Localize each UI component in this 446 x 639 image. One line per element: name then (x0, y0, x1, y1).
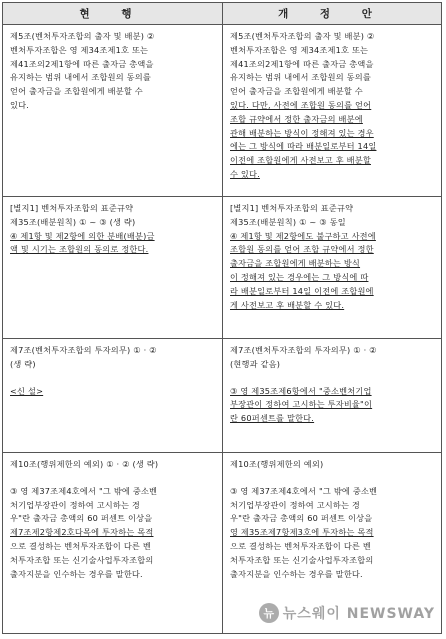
text-line: 제35조(배분원칙) ① ~ ③ (생 략) (10, 216, 136, 227)
text-line: 처투자조합 또는 신기술사업투자조합의 (10, 554, 154, 565)
text-line: 수 있다. (230, 168, 260, 179)
current-text-article10 (3, 453, 223, 634)
text-line: 우"란 출자금 총액의 60 퍼센트 이상을 (10, 513, 153, 524)
text-line (230, 472, 435, 485)
text-line: 제10조(행위제한의 예외) ① · ② (생 략) (10, 459, 159, 469)
text-line: 유지하는 범위 내에서 조합원의 동의를 (230, 72, 371, 83)
amended-text-article5 (223, 25, 441, 196)
text-line: 벤처투자조합은 영 제34조제1호 또는 (230, 44, 369, 55)
text-line: 제7조제2항제2호다목에 투자하는 목적 (10, 527, 154, 538)
text-line: [별지1] 벤처투자조합의 표준규약 (230, 203, 354, 213)
text-line: 유지하는 범위 내에서 조합원의 동의를 (10, 72, 151, 83)
text-line (10, 472, 216, 485)
text-line: 액 및 시기는 조합원의 동의로 정한다. (10, 244, 149, 255)
text-line: 으로 결성하는 벤처투자조합이 다른 벤 (230, 540, 371, 551)
text-line: 에는 그 방식에 따라 배분일로부터 14일 (230, 141, 377, 152)
table-row-article7 (3, 339, 441, 453)
current-text-article5 (3, 25, 223, 196)
text-line: 라 배분일로부터 14일 이전에 조합원에 (230, 285, 374, 296)
text-line (10, 372, 216, 385)
table-row-article5 (3, 25, 441, 197)
text-line: (현행과 같음) (230, 358, 281, 369)
text-line: 벤처투자조합은 영 제34조제1호 또는 (10, 44, 149, 55)
text-line: 조합원 동의를 얻어 조합 규약에서 정한 (230, 244, 374, 255)
comparison-table (2, 2, 442, 634)
text-line: 게 사전보고 후 배분할 수 있다. (230, 299, 345, 310)
text-line: 있다. 다만, 사전에 조합원 동의를 얻어 (230, 99, 372, 110)
text-line: 있다. (10, 99, 30, 110)
text-line: 영 제35조제7항제3호에 투자하는 목적 (230, 527, 374, 538)
text-line: 출자지분을 인수하는 경우를 말한다. (230, 568, 363, 579)
text-line: 얻어 출자금을 조합원에게 배분할 수 (230, 86, 363, 97)
text-line: 제41조의2제1항에 따른 출자금 총액을 (230, 58, 374, 69)
text-line: <신 설> (10, 385, 44, 396)
amended-text-article7 (223, 339, 441, 452)
text-line: 처기업부장관이 정하여 고시하는 경 (230, 499, 361, 510)
amended-text-annex35 (223, 197, 441, 338)
text-line: ③ 영 제37조제4호에서 "그 밖에 중소벤 (230, 485, 378, 496)
text-line: 얻어 출자금을 조합원에게 배분할 수 (10, 86, 143, 97)
current-text-article7 (3, 339, 223, 452)
text-line: ④ 제1항 및 제2항에 의한 분배(배분)금 (10, 230, 155, 241)
table-row-annex35 (3, 197, 441, 339)
text-line: (생 략) (10, 358, 36, 369)
watermark-text: 뉴스웨이 NEWSWAY (282, 606, 435, 622)
text-line: 이전에 조합원에게 사전보고 후 배분할 (230, 155, 371, 166)
header-current: 현 행 (3, 3, 223, 25)
text-line: 출자지분을 인수하는 경우를 말한다. (10, 568, 143, 579)
text-line: 으로 결성하는 벤처투자조합이 다른 벤 (10, 540, 151, 551)
text-line: ③ 영 제35조제6항에서 "중소벤처기업 (230, 385, 372, 396)
text-line: 제10조(행위제한의 예외) (230, 459, 324, 469)
current-text-annex35 (3, 197, 223, 338)
text-line: 란 60퍼센트를 말한다. (230, 413, 315, 424)
newsway-logo-icon: 뉴 (259, 603, 279, 623)
text-line: 제7조(벤처투자조합의 투자의무) ① · ② (10, 345, 157, 355)
text-line: 제7조(벤처투자조합의 투자의무) ① · ② (230, 345, 377, 355)
text-line: [별지1] 벤처투자조합의 표준규약 (10, 203, 134, 213)
text-line: ④ 제1항 및 제2항에도 불구하고 사전에 (230, 230, 376, 241)
text-line (230, 372, 435, 385)
text-line: 이 정해져 있는 경우에는 그 방식에 따 (230, 271, 369, 282)
text-line: 제5조(벤처투자조합의 출자 및 배분) ② (10, 31, 155, 41)
text-line: 출자금을 조합원에게 배분하는 방식 (230, 258, 361, 269)
newsway-watermark (259, 603, 435, 623)
text-line: 조합 규약에서 정한 출자금의 배분에 (230, 113, 363, 124)
text-line: 우"란 출자금 총액의 60 퍼센트 이상을 (230, 513, 373, 524)
header-amendment: 개 정 안 (223, 3, 441, 25)
text-line: 제41조의2제1항에 따른 출자금 총액을 (10, 58, 154, 69)
text-line: 부장관이 정하여 고시하는 투자비율"이 (230, 399, 373, 410)
text-line: 처기업부장관이 정하여 고시하는 경 (10, 499, 141, 510)
text-line: ③ 영 제37조제4호에서 "그 밖에 중소벤 (10, 485, 158, 496)
text-line: 제5조(벤처투자조합의 출자 및 배분) ② (230, 31, 375, 41)
text-line: 제35조(배분원칙) ① ~ ③ 동일 (230, 216, 346, 227)
text-line: 관해 배분하는 방식이 정해져 있는 경우 (230, 127, 374, 138)
text-line: 처투자조합 또는 신기술사업투자조합의 (230, 554, 374, 565)
